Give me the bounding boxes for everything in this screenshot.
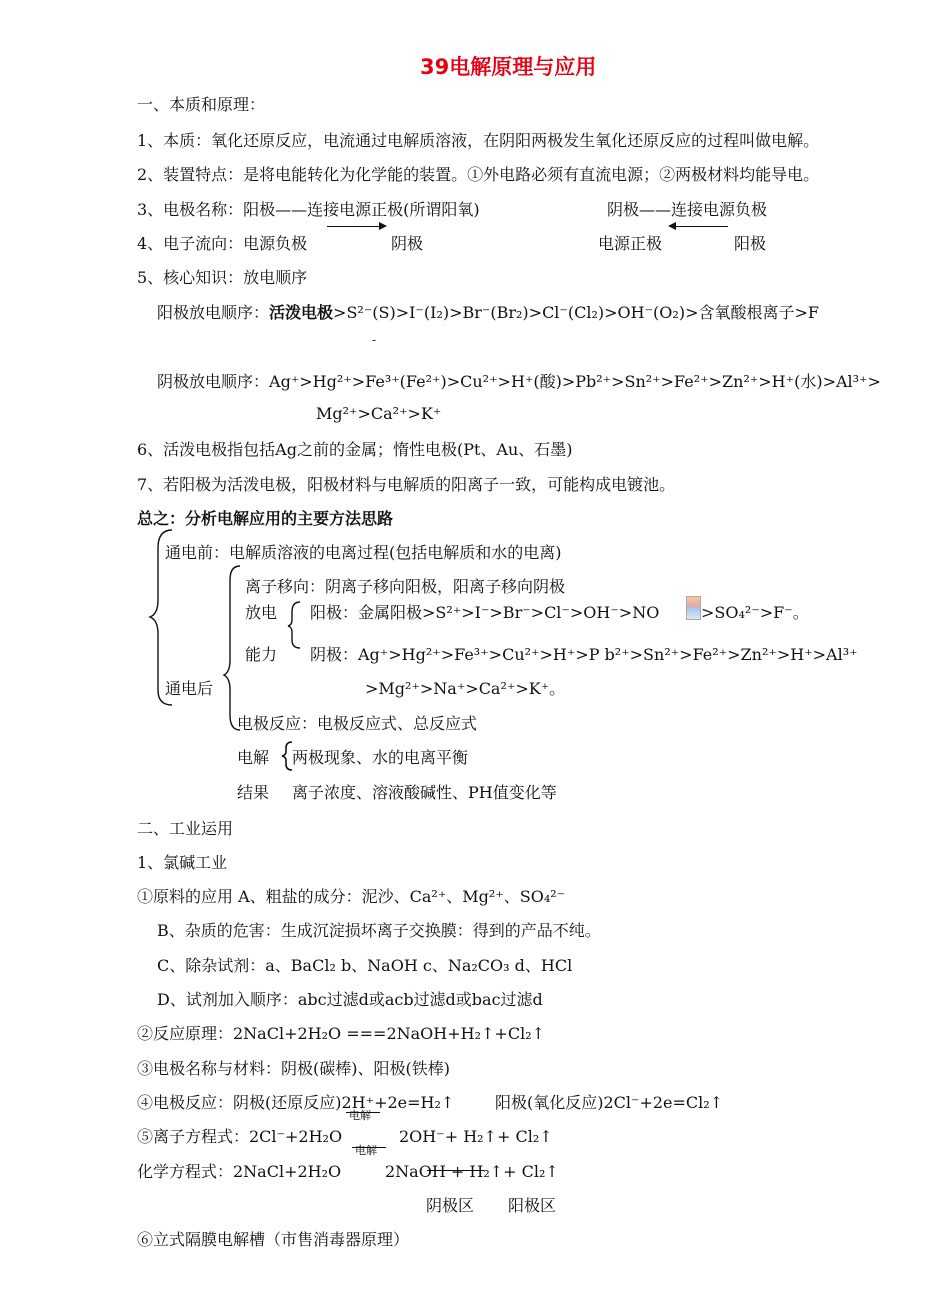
cathode-order-label: 阴极放电顺序：: [157, 372, 270, 391]
strike-line: [427, 1170, 484, 1171]
reagents: C、除杂试剂：a、BaCl₂ b、NaOH c、Na₂CO₃ d、HCl: [157, 956, 573, 975]
electrolysis-condition-2: 电解: [355, 1144, 377, 1157]
result: 离子浓度、溶液酸碱性、PH值变化等: [292, 783, 557, 802]
electrode-material: ③电极名称与材料：阴极(碳棒)、阳极(铁棒): [137, 1059, 450, 1078]
discharge-brace-icon: [288, 602, 300, 648]
electrode-reaction-anode: 阳极(氧化反应)2Cl⁻+2e=Cl₂↑: [495, 1093, 724, 1112]
electrode-reaction: 电极反应：电极反应式、总反应式: [237, 714, 478, 733]
item-4-cathode: 阴极: [391, 234, 424, 253]
section-heading-1: 一、本质和原理：: [137, 95, 266, 114]
summary-anode-order: 阳极：金属阳极>S²⁺>I⁻>Br⁻>Cl⁻>OH⁻>NO: [310, 603, 660, 622]
cathode-zone: 阴极区: [426, 1196, 475, 1215]
chemical-equation: 化学方程式：2NaCl+2H₂O: [137, 1162, 342, 1181]
anode-order-sequence: >S²⁻(S)>I⁻(I₂)>Br⁻(Br₂)>Cl⁻(Cl₂)>OH⁻(O₂)>含氧酸根离子>F: [333, 303, 819, 322]
item-4-anode: 阳极: [734, 234, 767, 253]
cathode-order-wrap: Mg²⁺>Ca²⁺>K⁺: [316, 404, 442, 423]
after-power: 通电后: [165, 679, 214, 698]
electrolysis-brace-icon: [282, 742, 292, 770]
anode-zone: 阳极区: [508, 1196, 557, 1215]
raw-material: ①原料的应用 A、粗盐的成分：泥沙、Ca²⁺、Mg²⁺、SO₄²⁻: [137, 887, 566, 906]
chlor-alkali-heading: 1、氯碱工业: [137, 853, 228, 872]
chemical-equation-products: 2NaOH + H₂↑+ Cl₂↑: [385, 1162, 559, 1181]
cathode-order-sequence: Ag⁺>Hg²⁺>Fe³⁺(Fe²⁺)>Cu²⁺>H⁺(酸)>Pb²⁺>Sn²⁺>Fe²⁺>Zn²⁺>H⁺(水)>Al³⁺>: [269, 372, 881, 391]
anode-order-label: 阳极放电顺序：: [157, 303, 270, 322]
item-7: 7、若阳极为活泼电极，阳极材料与电解质的阳离子一致，可能构成电镀池。: [137, 475, 676, 494]
item-3-cathode: 阴极——连接电源负极: [607, 200, 768, 219]
section-heading-2: 二、工业运用: [137, 819, 234, 838]
strike-line: [346, 1112, 380, 1113]
result-label: 结果: [237, 783, 270, 802]
item-2: 2、装置特点：是将电能转化为化学能的装置。①外电路必须有直流电源；②两极材料均能导电。: [137, 165, 820, 184]
summary-cathode-order-wrap: >Mg²⁺>Na⁺>Ca²⁺>K⁺。: [365, 679, 566, 698]
ionic-equation: ⑤离子方程式：2Cl⁻+2H₂O: [137, 1127, 343, 1146]
before-power: 通电前：电解质溶液的电离过程(包括电解质和水的电离): [165, 543, 562, 562]
summary-anode-order-end: >SO₄²⁻>F⁻。: [701, 603, 809, 622]
impurity-harm: B、杂质的危害：生成沉淀损坏离子交换膜：得到的产品不纯。: [157, 921, 601, 940]
item-6: 6、活泼电极指包括Ag之前的金属；惰性电极(Pt、Au、石墨): [137, 440, 573, 459]
inner-brace-icon: [224, 566, 240, 730]
reagent-order: D、试剂加入顺序：abc过滤d或acb过滤d或bac过滤d: [157, 990, 543, 1009]
item-5: 5、核心知识：放电顺序: [137, 268, 308, 287]
item-4-start: 4、电子流向：电源负极: [137, 234, 308, 253]
electrode-reaction-cathode: ④电极反应：阴极(还原反应)2H⁺+2e=H₂↑: [137, 1093, 455, 1112]
image-placeholder-icon: [686, 596, 701, 620]
diaphragm-cell: ⑥立式隔膜电解槽（市售消毒器原理）: [137, 1230, 410, 1249]
discharge-label-2: 能力: [245, 645, 278, 664]
electrolysis-label: 电解: [237, 748, 270, 767]
summary-cathode-order: 阴极：Ag⁺>Hg²⁺>Fe³⁺>Cu²⁺>H⁺>P b²⁺>Sn²⁺>Fe²⁺>Zn²⁺>H⁺>Al³⁺: [310, 645, 858, 664]
item-4-positive: 电源正极: [598, 234, 663, 253]
electrolysis-condition-1: 电解: [349, 1109, 371, 1122]
summary-heading: 总之：分析电解应用的主要方法思路: [137, 509, 394, 528]
reaction-principle: ②反应原理：2NaCl+2H₂O ===2NaOH+H₂↑+Cl₂↑: [137, 1024, 546, 1043]
phenomena: 两极现象、水的电离平衡: [292, 748, 469, 767]
item-3-anode: 3、电极名称：阳极——连接电源正极(所谓阳氧): [137, 200, 480, 219]
anode-order-bold: 活泼电极: [269, 303, 334, 322]
ion-migration: 离子移向：阴离子移向阳极，阳离子移向阴极: [245, 577, 566, 596]
strike-line: [352, 1147, 386, 1148]
ionic-equation-products: 2OH⁻+ H₂↑+ Cl₂↑: [399, 1127, 553, 1146]
anode-order-wrap: -: [372, 333, 377, 347]
page-title: 39电解原理与应用: [420, 55, 597, 79]
item-1: 1、本质：氧化还原反应，电流通过电解质溶液，在阴阳两极发生氧化还原反应的过程叫做电解。: [137, 131, 820, 150]
discharge-label-1: 放电: [245, 603, 278, 622]
